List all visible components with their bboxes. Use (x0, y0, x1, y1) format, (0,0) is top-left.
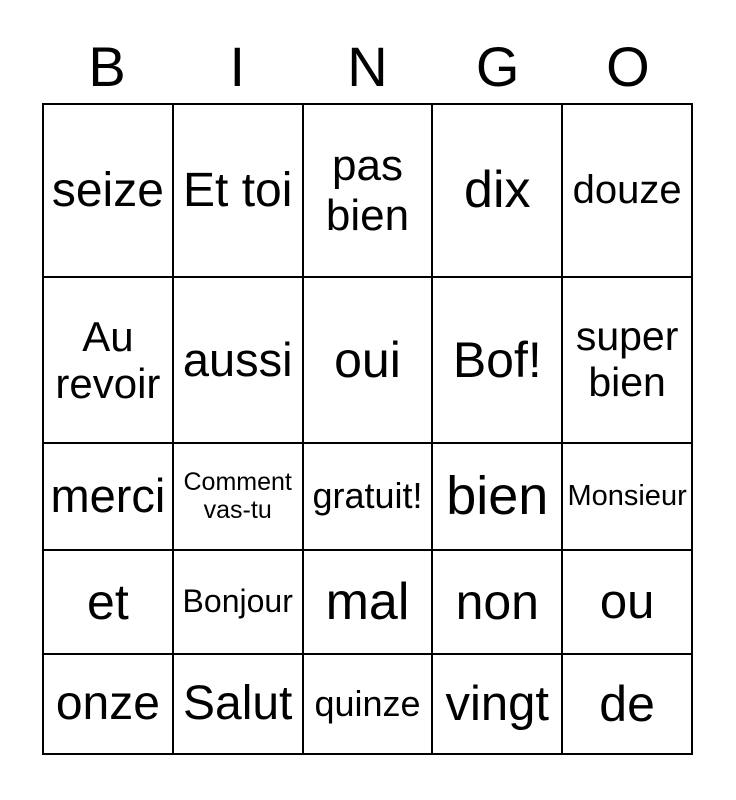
bingo-cell-label: Comment vas-tu (183, 468, 292, 525)
bingo-cell[interactable] (303, 550, 433, 654)
bingo-cell[interactable] (562, 550, 692, 654)
bingo-cell-label: Bonjour (182, 583, 293, 620)
bingo-cell[interactable] (43, 654, 173, 754)
bingo-cell-label: quinze (314, 682, 421, 724)
bingo-cell[interactable] (43, 550, 173, 654)
bingo-grid (42, 103, 693, 755)
header-letter-i: I (229, 35, 246, 98)
bingo-cell-label: et (87, 574, 129, 631)
bingo-cell-label: vingt (445, 676, 550, 731)
bingo-grid-body (43, 104, 692, 754)
bingo-cell[interactable] (43, 104, 173, 277)
bingo-cell[interactable] (432, 550, 562, 654)
bingo-cell[interactable] (432, 277, 562, 442)
bingo-cell-label: gratuit! (312, 475, 423, 517)
bingo-cell[interactable] (303, 277, 433, 442)
bingo-cell-label: oui (334, 331, 401, 388)
bingo-card (42, 103, 693, 755)
bingo-cell-label: Et toi (183, 163, 293, 217)
bingo-cell-label: merci (50, 469, 166, 523)
bingo-cell-label: Monsieur (567, 480, 687, 513)
bingo-cell-label: Au revoir (55, 312, 161, 407)
bingo-cell-label: seize (51, 163, 164, 217)
bingo-row (43, 654, 692, 754)
bingo-cell[interactable] (303, 443, 433, 551)
bingo-cell-label: non (455, 574, 539, 631)
bingo-row (43, 550, 692, 654)
bingo-cell-label: ou (599, 574, 655, 629)
bingo-row (43, 277, 692, 442)
bingo-cell[interactable] (173, 277, 303, 442)
bingo-cell[interactable] (173, 654, 303, 754)
bingo-cell-label: aussi (182, 332, 293, 386)
bingo-cell[interactable] (43, 277, 173, 442)
bingo-cell[interactable] (173, 443, 303, 551)
header-letter-g: G (475, 35, 520, 98)
bingo-cell-label: onze (55, 677, 160, 731)
bingo-cell[interactable] (562, 104, 692, 277)
bingo-cell-label: de (599, 676, 655, 733)
bingo-cell[interactable] (173, 550, 303, 654)
bingo-cell-label: super bien (575, 313, 679, 405)
bingo-cell-label: bien (446, 466, 549, 527)
header-letter-n: N (347, 35, 388, 98)
bingo-header (42, 36, 693, 98)
bingo-cell[interactable] (432, 443, 562, 551)
bingo-cell[interactable] (562, 654, 692, 754)
bingo-cell-label: pas bien (325, 141, 410, 240)
bingo-cell[interactable] (303, 654, 433, 754)
bingo-row (43, 443, 692, 551)
bingo-cell-label: Bof! (452, 331, 542, 388)
bingo-cell[interactable] (562, 443, 692, 551)
bingo-cell-label: douze (572, 168, 682, 213)
bingo-cell[interactable] (43, 443, 173, 551)
bingo-cell[interactable] (303, 104, 433, 277)
header-letter-o: O (606, 35, 650, 98)
bingo-row (43, 104, 692, 277)
header-letter-b: B (88, 35, 126, 98)
bingo-cell[interactable] (432, 104, 562, 277)
bingo-cell-label: Salut (182, 677, 293, 731)
bingo-cell-label: mal (325, 573, 410, 632)
bingo-cell-label: dix (464, 161, 531, 220)
bingo-cell[interactable] (562, 277, 692, 442)
bingo-cell[interactable] (173, 104, 303, 277)
bingo-cell[interactable] (432, 654, 562, 754)
